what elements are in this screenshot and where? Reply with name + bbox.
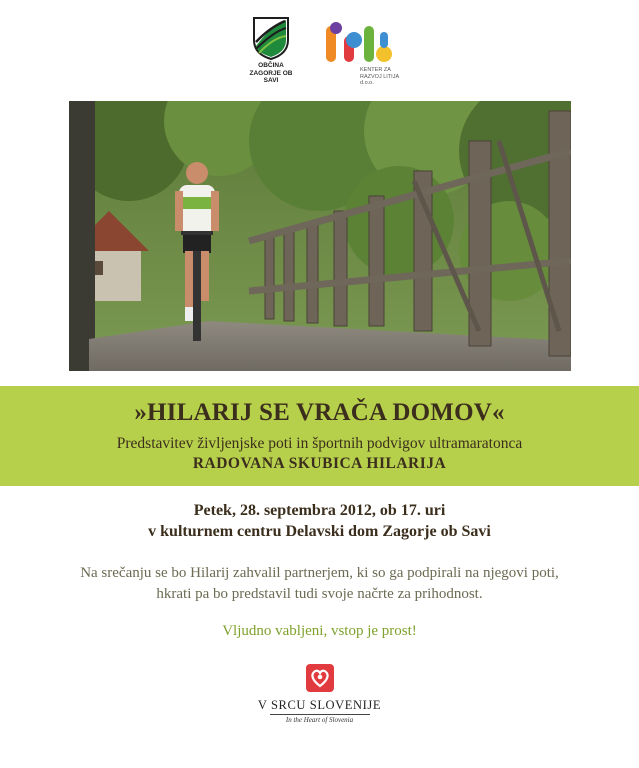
zagorje-label: OBČINA ZAGORJE OB SAVI (249, 62, 293, 84)
brand-tagline: In the Heart of Slovenia (285, 716, 354, 724)
message-line-1: Na srečanju se bo Hilarij zahvalil partnerjem, ki so ga podpirali na njegovi poti, (80, 565, 559, 581)
athlete-name: RADOVANA SKUBICA HILARIJA (192, 455, 447, 472)
brand-name: V SRCU SLOVENIJE (257, 698, 382, 712)
zagorje-logo (248, 16, 294, 85)
kr-logo (324, 18, 399, 86)
event-subtitle: Predstavitev življenjske poti in športnih podvigov ultramaratonca (116, 435, 523, 452)
kr-label: KENTER ZA RAZVOJ LITIJA d.o.o. (360, 67, 399, 86)
event-title: »HILARIJ SE VRAČA DOMOV« (134, 399, 505, 426)
zagorje-shield-icon (251, 16, 291, 60)
brand-divider (270, 714, 370, 715)
kr-letters-icon (324, 18, 398, 70)
heart-badge-icon (306, 664, 334, 692)
invite-text: Vljudno vabljeni, vstop je prost! (222, 623, 417, 639)
event-details (0, 500, 639, 542)
message-line-2: hkrati pa bo predstavil tudi svoje načrte za prihodnost. (156, 586, 483, 602)
event-message (0, 563, 639, 605)
title-band (0, 386, 639, 486)
header-logos (0, 16, 639, 86)
event-place: v kulturnem centru Delavski dom Zagorje ob Savi (148, 523, 491, 540)
hero-photo (69, 101, 571, 371)
event-date: Petek, 28. septembra 2012, ob 17. uri (193, 502, 446, 519)
cyclist-bridge-photo-icon (69, 101, 571, 371)
footer-brand (0, 664, 639, 725)
